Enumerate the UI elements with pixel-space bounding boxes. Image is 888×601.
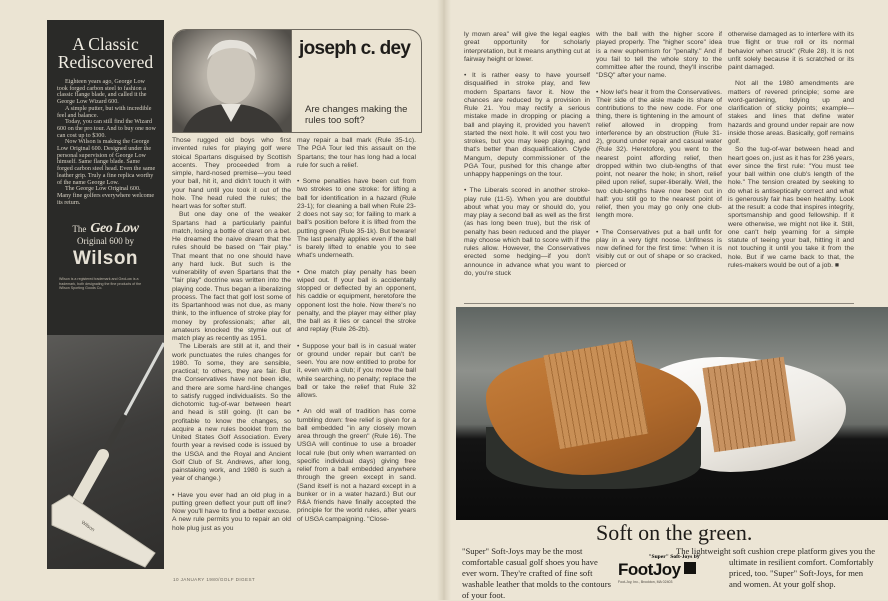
article-bullet: • The Conservatives put a ball unfit for play in a very tight noose. Unfitness is now defined for the first time: "when it is visibly cut or out of shape or so cracked, pierced or xyxy=(596,228,722,269)
fj-monogram-icon xyxy=(684,562,696,574)
ad-headline xyxy=(47,35,164,71)
brand-original: Original 600 by xyxy=(77,236,134,247)
article-bullet: • One match play penalty has been wiped out. If your ball is accidentally stopped or deflected by an opponent, his caddie or equipment, heretofore the opponent lost the hole. Now there's no penalty, and the player may either play the ball as it lies or cancel the stroke and replay (Rule 26-2b). xyxy=(297,268,416,334)
article-paragraph: with the ball with the higher score if played properly. The "higher score" idea is a new euphemism for "penalty." And if you fail to tell the whole story to the committee after the round, they'll inscribe "DSQ" after your name. xyxy=(596,31,722,80)
author-portrait xyxy=(173,30,292,132)
article-paragraph: otherwise damaged as to interfere with its true flight or true roll or its normal behavior when struck" (Rule 28). It is not unfit solely because it is scratched or its paint damaged. xyxy=(728,31,854,71)
article-paragraph: But one day one of the weaker Spartans had a particularly painful match, losing a bottle of claret on a bet. He dreamed the naive dream that the rules should be based on "fair play." That meant that no one should have any hard luck. But such is the vulnerability of even Spartans that the "fair play" doctrine was written into the playing code. Thus began a liberalizing process. The fact that golf lost some of its Spartanhood was not due, as many think, to the influence of stroke play for money by professionals; after all, amateurs knocked the stymie out of match play as recently as 1951. xyxy=(172,211,291,342)
brand-the: The xyxy=(72,224,87,235)
article-paragraph: Not all the 1980 amendments are matters of revered principle; some are word-gardening, tidying up and clarification of sticky points; example—stakes and lines that define water hazards and ground under repair are now inside those areas. Basically, golf remains golf. xyxy=(728,80,854,145)
page-spine xyxy=(437,0,451,600)
putter-photo xyxy=(47,335,164,569)
article-bullet: • Have you ever had an old plug in a putting green deflect your putt off line? Now you'll have to find a better excuse. A new rule permits you to repair an old hole plug just as you xyxy=(172,491,291,532)
page-folio: 10 JANUARY 1980/GOLF DIGEST xyxy=(173,577,256,582)
portrait-image-icon xyxy=(173,30,291,132)
ad-paragraph: Now Wilson is making the George Low Original 600. Designed under the personal supervision of George Low himself. Same flange blade. Same forged carbon steel head. Even the same leather grip. Truly a fine replica worthy of the name George Low. xyxy=(57,139,156,186)
ad-paragraph: Eighteen years ago, George Low took forged carbon steel to fashion a classic flange blade, and called it the George Low Wizard 600. xyxy=(57,79,147,106)
white-shoe-kiltie xyxy=(702,357,795,453)
article-column-4 xyxy=(596,31,722,270)
ad-headline-line-2: Rediscovered xyxy=(57,52,154,72)
article-bullet: • Now let's hear it from the Conservatives. Their side of the aisle made its share of contributions to the new code. For one thing, there is tightening in the amount of relief allowed in dropping from interference by an obstruction (Rule 31-2), ground under repair and casual water (Rule 32). Heretofore, you went to the nearest point affording relief, then dropped within two club-lengths of that point, not nearer the hole; in short, relief piled upon relief, super-liberally. Well, the two club-lengths have now been cut in half: you still go to the nearest point of relief, then you may go only one club-length more. xyxy=(596,88,722,220)
article-paragraph: So the tug-of-war between head and heart goes on, just as it has for 236 years, ever since the first rule: "You must tee your ball within one club's length of the hole." The tension created by seeking to do what is antiseptically correct and what is generously fair has been healthy. Look at the result: a code that inspires integrity, sportsmanship and good fellowship. If it were otherwise, we might not like it. Still, one can't help yearning for a simple statute of teeing your ball, hitting it and not touching it until you take it from the hole. But if we came back to that, the rules-makers would be out of a job. ■ xyxy=(728,146,854,269)
logo-tagline: "Super" Soft-Joys by xyxy=(648,554,700,560)
article-paragraph: Those rugged old boys who first invented rules for playing golf were stoical Spartans disguised by Scottish accents. They proceeded from a simple, hard-nosed premise—you teed your ball, hit it, and didn't touch it with your hand until you took it out of the hole. The head ruled the rules; the heart was for softer stuff. xyxy=(172,137,291,210)
article-paragraph: The Liberals are still at it, and their work punctuates the rules changes for 1980. To some, they are sensible, practical; to others, they are fair. But the Conservatives have not been idle, and there are some hard-line changes to satisfy rugged individualists. So the dichotomic tug-of-war between heart and head is still going. (It can be profitable to know the changes, so acquire a new rules booklet from the United States Golf Association. Every fourth year a revised code is issued by the USGA and the Royal and Ancient Golf Club of St. Andrews, after long, painstaking work, and 1980 is such a year of change.) xyxy=(172,343,291,483)
ad-paragraph: A simple putter, but with incredible feel and balance. xyxy=(57,105,152,119)
article-deck: Are changes making the rules too soft? xyxy=(305,104,408,126)
article-bullet: • The Liberals scored in another stroke-play rule (11-5). When you are doubtful about what you may or should do, you may play a second ball as well as the first (as has long been true), but the risk of penalty has been reduced and the player may choose which ball to score with if the rules allow. However, the Conservatives erected some hedging—if you don't announce in advance what you want to do, you're stuck xyxy=(464,187,590,277)
article-paragraph: may repair a ball mark (Rule 35-1c). The PGA Tour led this assault on the Spartans; the tour has long had a local rule for such a relief. xyxy=(297,137,416,169)
footjoy-wordmark-text: FootJoy xyxy=(618,560,681,579)
article-column-2 xyxy=(297,137,416,524)
footjoy-ad-copy-right: The lightweight soft cushion crepe platform gives you the ultimate in resilient comfort. Comfortably priced, too. "Super" Soft-Joys, for men and women. At your golf shop. xyxy=(676,546,876,589)
ad-paragraph: The George Low Original 600. Many fine golfers everywhere welcome its return. xyxy=(57,186,155,206)
wilson-putter-ad xyxy=(47,20,164,569)
footjoy-shoe-photo xyxy=(456,307,888,520)
author-byline: joseph c. dey xyxy=(299,38,411,59)
article-bullet: • It is rather easy to have yourself disqualified in stroke play, and few modern Spartans favor it. Now the chances are reduced by a provision in Rule 21. You may rectify a serious mistake made in dropping or placing a ball and playing it, provided you haven't started the next hole. It will cost you two strokes, but you may keep playing, and that's better than disqualification. Clyde Mangum, deputy commissioner of the PGA Tour, pushed for this change after unhappy happenings on the tour. xyxy=(464,72,590,178)
article-paragraph: ly mown area" will give the legal eagles great opportunity for scholarly interpretation, but it means anything cut at fairway height or lower. xyxy=(464,31,590,63)
article-column-3 xyxy=(464,31,590,278)
ad-paragraph: Today, you can still find the Wizard 600 on the pro tour. And to buy one now can cost up to $300. xyxy=(57,119,156,139)
footjoy-ad-headline: Soft on the green. xyxy=(596,520,753,545)
wilson-brand-logo xyxy=(47,219,164,270)
footjoy-wordmark xyxy=(618,560,696,579)
logo-address: Foot-Joy, Inc., Brockton, MA 02403 xyxy=(618,580,673,584)
article-bullet: • An old wall of tradition has come tumbling down: free relief is given for a ball embedded "in any closely mown area through the green" (Rule 16). The USGA will continue to use a broader local rule (but only when warranted on specific individual days) giving free relief from a ball embedded anywhere through the green except in sand. (Sand itself is not a hazard except in a bunker or in a water hazard.) But our R&A friends have finally accepted the principle for the world rules, after years of USGA campaigning. "Close- xyxy=(297,408,416,523)
article-column-5 xyxy=(728,31,854,270)
geolow-script-logo: Geo Low xyxy=(90,221,139,237)
svg-text:Wilson: Wilson xyxy=(79,519,96,534)
putter-icon xyxy=(47,335,164,569)
article-column-1 xyxy=(172,137,291,533)
article-bullet: • Some penalties have been cut from two strokes to one stroke: for lifting a ball for identification in a hazard (Rule 23-1); for cleaning a ball when Rule 23-2 does not say so; for failing to mark a ball's position before it is lifted from the putting green (Rule 35-1k). But beware! The last penalty applies even if the ball is barely lifted to enable you to see what's underneath. xyxy=(297,178,416,260)
brown-shoe-kiltie xyxy=(543,340,648,449)
ad-fine-print: Wilson is a registered trademark and GeoLow is a trademark, both designating the fine products of the Wilson Sporting Goods Co. xyxy=(59,277,142,290)
ad-headline-line-1: A Classic xyxy=(72,34,139,54)
article-end-rule xyxy=(464,303,854,304)
article-bullet: • Suppose your ball is in casual water or ground under repair but can't be seen. You are now entitled to probe for it, even with a club; if you move the ball while searching, no penalty; replace the ball or take the relief that Rule 32 allows. xyxy=(297,342,416,399)
ad-body-copy xyxy=(47,71,164,206)
footjoy-logo xyxy=(618,554,718,584)
article-header xyxy=(172,29,422,133)
footjoy-ad-copy-left: "Super" Soft-Joys may be the most comfortable casual golf shoes you have ever worn. They're crafted of fine soft washable leather that molds to the contours of your foot. xyxy=(462,546,611,600)
wilson-wordmark: Wilson xyxy=(72,248,139,270)
